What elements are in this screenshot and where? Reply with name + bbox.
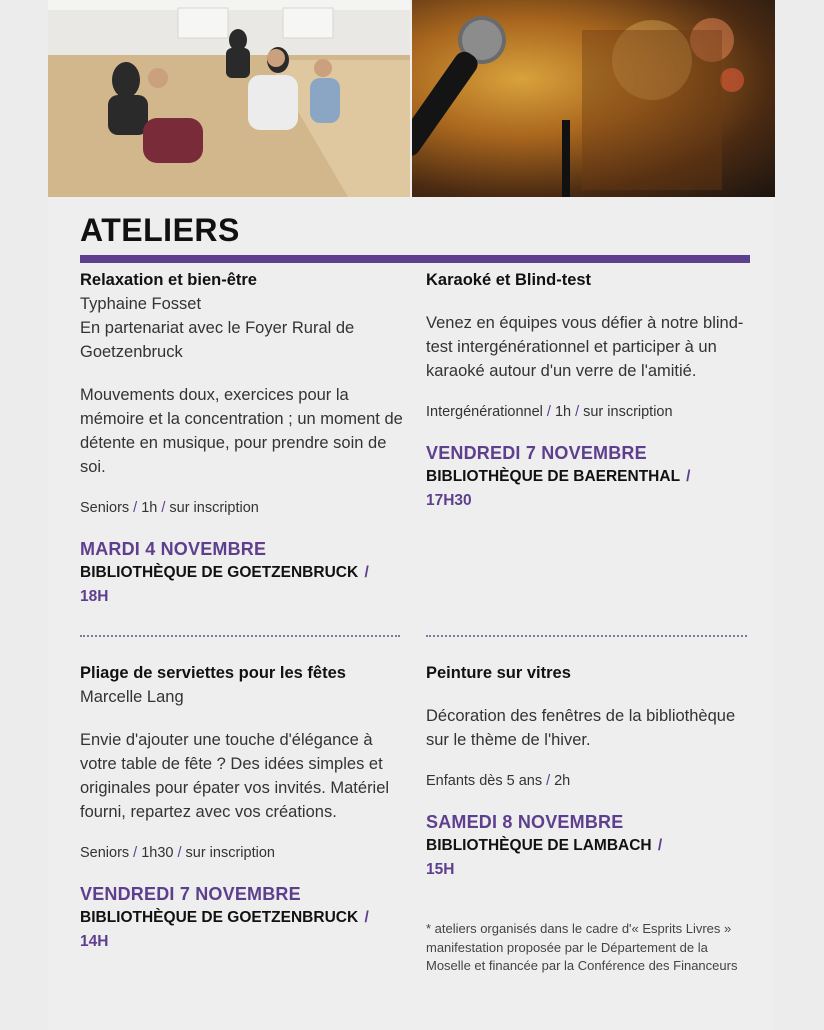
title-underline: [80, 255, 750, 263]
duration: 2h: [554, 773, 571, 789]
audience: Seniors: [80, 845, 130, 861]
workshop-place: BIBLIOTHÈQUE DE GOETZENBRUCK /: [80, 909, 369, 926]
workshop-time: 15H: [426, 861, 455, 878]
workshop-place: BIBLIOTHÈQUE DE GOETZENBRUCK /: [80, 564, 369, 581]
workshop-time: 14H: [80, 933, 109, 950]
workshop-glass-painting: [426, 661, 756, 882]
workshop-relaxation: [80, 268, 410, 609]
registration: sur inscription: [583, 404, 673, 420]
workshop-time: 18H: [80, 588, 109, 605]
registration: sur inscription: [169, 500, 259, 516]
section-divider: [80, 635, 400, 637]
workshop-title: Relaxation et bien-être: [80, 271, 257, 289]
audience: Enfants dès 5 ans: [426, 773, 543, 789]
workshop-date: MARDI 4 NOVEMBRE: [80, 539, 267, 559]
duration: 1h30: [141, 845, 174, 861]
workshop-meta: Enfants dès 5 ans / 2h: [426, 773, 571, 789]
workshop-title: Pliage de serviettes pour les fêtes: [80, 664, 346, 682]
workshop-meta: Intergénérationnel / 1h / sur inscription: [426, 404, 673, 420]
workshop-napkin-folding: [80, 661, 410, 954]
registration: sur inscription: [185, 845, 275, 861]
section-divider: [426, 635, 747, 637]
workshop-group-photo: [48, 0, 410, 197]
workshop-title: Peinture sur vitres: [426, 664, 571, 682]
duration: 1h: [554, 404, 572, 420]
page-title: ATELIERS: [80, 212, 240, 248]
audience: Intergénérationnel: [426, 404, 543, 420]
workshop-title: Karaoké et Blind-test: [426, 271, 592, 289]
karaoke-microphone-photo: [412, 0, 775, 197]
workshop-description: Venez en équipes vous défier à notre blind-test intergénérationnel et participer à un karaoké autour d'un verre de l'amitié.: [426, 314, 744, 380]
workshop-host: Marcelle Lang: [80, 688, 184, 706]
workshop-date: SAMEDI 8 NOVEMBRE: [426, 812, 624, 832]
workshop-karaoke: [426, 268, 756, 513]
workshop-meta: Seniors / 1h30 / sur inscription: [80, 845, 275, 861]
audience: Seniors: [80, 500, 130, 516]
workshop-host: Typhaine Fosset: [80, 295, 202, 313]
duration: 1h: [141, 500, 158, 516]
workshop-place: BIBLIOTHÈQUE DE LAMBACH /: [426, 837, 663, 854]
workshop-description: Envie d'ajouter une touche d'élégance à votre table de fête ? Des idées simples et originales pour épater vos invités. Matériel fourni, repartez avec vos créations.: [80, 731, 390, 821]
workshop-description: Mouvements doux, exercices pour la mémoire et la concentration ; un moment de détente en musique, pour prendre soin de soi.: [80, 386, 403, 476]
workshop-partner: En partenariat avec le Foyer Rural de Goetzenbruck: [80, 319, 355, 361]
workshop-date: VENDREDI 7 NOVEMBRE: [80, 884, 301, 904]
workshop-description: Décoration des fenêtres de la bibliothèque sur le thème de l'hiver.: [426, 707, 736, 749]
workshop-meta: Seniors / 1h / sur inscription: [80, 500, 259, 516]
workshop-place: BIBLIOTHÈQUE DE BAERENTHAL /: [426, 468, 691, 485]
workshop-time: 17H30: [426, 492, 472, 509]
workshop-date: VENDREDI 7 NOVEMBRE: [426, 443, 647, 463]
footnote: * ateliers organisés dans le cadre d'« Esprits Livres » manifestation proposée par le Département de la Moselle et financée par la Conférence des Financeurs: [426, 921, 738, 973]
